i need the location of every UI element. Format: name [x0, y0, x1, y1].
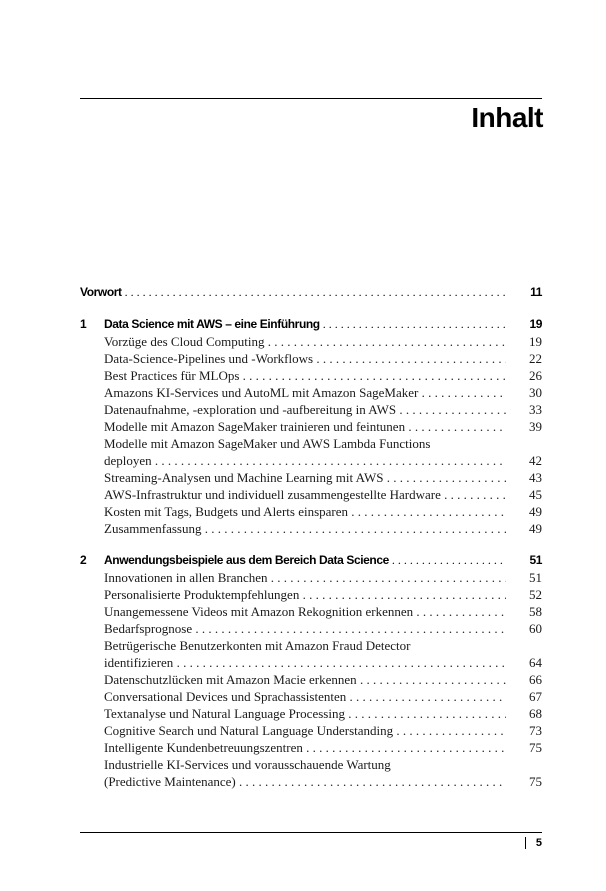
section-title: (Predictive Maintenance) — [104, 774, 236, 789]
section-page: 39 — [529, 419, 542, 434]
section-title: Kosten mit Tags, Budgets und Alerts einsparen — [104, 504, 349, 519]
section-title: Zusammenfassung — [104, 521, 202, 536]
chapter-page: 19 — [529, 317, 542, 331]
section-title: identifizieren — [104, 655, 174, 670]
toc-section-line1[interactable] — [80, 756, 542, 773]
section-page: 75 — [529, 774, 542, 789]
section-page: 66 — [529, 672, 542, 687]
toc-section[interactable] — [80, 569, 542, 586]
toc-section[interactable] — [80, 367, 542, 384]
section-title: Cognitive Search und Natural Language Understanding — [104, 723, 394, 738]
section-title-line1: Industrielle KI-Services und vorausschauende Wartung — [104, 757, 391, 772]
section-page: 22 — [529, 351, 542, 366]
toc-section-line1[interactable] — [80, 435, 542, 452]
bottom-rule — [80, 832, 542, 833]
section-page: 49 — [529, 504, 542, 519]
toc-section[interactable] — [80, 671, 542, 688]
toc-section[interactable] — [80, 688, 542, 705]
section-title: Vorzüge des Cloud Computing — [104, 334, 265, 349]
section-title: Datenschutzlücken mit Amazon Macie erkennen — [104, 672, 357, 687]
chapter-number: 1 — [80, 317, 87, 331]
section-page: 52 — [529, 587, 542, 602]
toc-section[interactable] — [80, 503, 542, 520]
section-title: Unangemessene Videos mit Amazon Rekognition erkennen — [104, 604, 414, 619]
toc-section[interactable] — [80, 773, 542, 790]
chapter-title: Data Science mit AWS – eine Einführung — [104, 317, 320, 331]
section-title: Conversational Devices und Sprachassistenten — [104, 689, 347, 704]
toc-section[interactable] — [80, 654, 542, 671]
toc-section[interactable] — [80, 350, 542, 367]
toc-chapter-1[interactable] — [80, 316, 542, 333]
toc-chapter-2[interactable] — [80, 552, 542, 569]
section-title: Modelle mit Amazon SageMaker trainieren und feintunen — [104, 419, 406, 434]
section-title-line1: Modelle mit Amazon SageMaker und AWS Lambda Functions — [104, 436, 431, 451]
toc-section[interactable] — [80, 333, 542, 350]
section-page: 51 — [529, 570, 542, 585]
section-page: 64 — [529, 655, 542, 670]
toc-section[interactable] — [80, 384, 542, 401]
section-page: 68 — [529, 706, 542, 721]
toc-section[interactable] — [80, 739, 542, 756]
footer-divider — [525, 837, 526, 849]
section-title: deployen — [104, 453, 152, 468]
section-page: 26 — [529, 368, 542, 383]
section-title: Textanalyse und Natural Language Processing — [104, 706, 345, 721]
page-footer — [525, 837, 542, 849]
toc-section[interactable] — [80, 705, 542, 722]
top-rule — [80, 98, 542, 99]
section-title: Data-Science-Pipelines und -Workflows — [104, 351, 314, 366]
section-page: 67 — [529, 689, 542, 704]
section-title: Streaming-Analysen und Machine Learning mit AWS — [104, 470, 384, 485]
toc-section[interactable] — [80, 722, 542, 739]
section-title: Best Practices für MLOps — [104, 368, 240, 383]
section-page: 43 — [529, 470, 542, 485]
chapter-page: 51 — [529, 553, 542, 567]
section-title: Bedarfsprognose — [104, 621, 193, 636]
section-page: 75 — [529, 740, 542, 755]
toc-section[interactable] — [80, 586, 542, 603]
section-title: Innovationen in allen Branchen — [104, 570, 268, 585]
toc-entry-label: Vorwort — [80, 285, 122, 299]
toc-section[interactable] — [80, 469, 542, 486]
toc-section[interactable] — [80, 603, 542, 620]
section-page: 58 — [529, 604, 542, 619]
section-title: Datenaufnahme, -exploration und -aufbereitung in AWS — [104, 402, 397, 417]
chapter-title: Anwendungsbeispiele aus dem Bereich Data Science — [104, 553, 389, 567]
section-title: Intelligente Kundenbetreuungszentren — [104, 740, 303, 755]
toc-section[interactable] — [80, 401, 542, 418]
toc-section[interactable] — [80, 452, 542, 469]
page-title: Inhalt — [471, 102, 543, 133]
table-of-contents — [80, 284, 542, 790]
toc-section-line1[interactable] — [80, 637, 542, 654]
section-page: 30 — [529, 385, 542, 400]
section-page: 60 — [529, 621, 542, 636]
toc-section[interactable] — [80, 520, 542, 537]
section-page: 73 — [529, 723, 542, 738]
page-number: 5 — [535, 837, 542, 849]
section-title: Personalisierte Produktempfehlungen — [104, 587, 300, 602]
section-title-line1: Betrügerische Benutzerkonten mit Amazon Fraud Detector — [104, 638, 411, 653]
section-page: 19 — [529, 334, 542, 349]
section-page: 33 — [529, 402, 542, 417]
toc-section[interactable] — [80, 620, 542, 637]
toc-entry-preface[interactable] — [80, 284, 542, 301]
section-page: 49 — [529, 521, 542, 536]
toc-section[interactable] — [80, 418, 542, 435]
section-page: 45 — [529, 487, 542, 502]
section-title: Amazons KI-Services und AutoML mit Amazon SageMaker — [104, 385, 419, 400]
chapter-number: 2 — [80, 553, 87, 567]
toc-section[interactable] — [80, 486, 542, 503]
section-title: AWS-Infrastruktur und individuell zusammengestellte Hardware — [104, 487, 441, 502]
section-page: 42 — [529, 453, 542, 468]
toc-entry-page: 11 — [530, 285, 542, 299]
